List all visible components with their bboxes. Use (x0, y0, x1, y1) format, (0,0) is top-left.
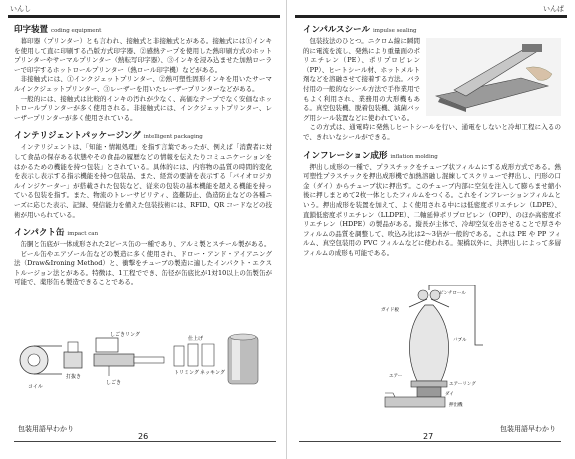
term-en: impulse sealing (372, 28, 417, 34)
term-jp: インフレーション成形 (303, 150, 388, 161)
right-page-content (303, 24, 561, 265)
label-coil: コイル (28, 384, 43, 390)
footer-title: 包装用語早わかり (500, 425, 556, 433)
coil-drawing (20, 346, 62, 374)
impulse-sealer-photo (426, 38, 561, 116)
term-en: inflation molding (390, 153, 438, 160)
term-en: coding equipment (51, 28, 102, 34)
entry-paragraph: 非接触式には、①インクジェットプリンター、②熱可塑性固形インキを用いたサーマルインクジェットプリンター、③レーザーを用いたレーザープリンターなどがある。 (14, 75, 272, 93)
entry-term (14, 24, 272, 37)
running-head: いんぱ (543, 5, 564, 13)
term-jp: 印字装置 (14, 25, 49, 35)
label-pinch-roll: ピンチロール (439, 291, 466, 296)
term-en: intelligent packaging (143, 134, 203, 141)
term-en: impact can (67, 231, 99, 238)
can-photo (228, 334, 258, 384)
term-jp: インテリジェントパッケージング (14, 131, 141, 142)
entry-term (303, 24, 561, 37)
can-process-figure (14, 330, 276, 394)
label-blanking: 打抜き (66, 374, 82, 380)
label-punch: しごきリング (110, 332, 140, 338)
inflation-molding-figure (379, 285, 489, 415)
term-jp: インパルスシール (303, 25, 370, 35)
term-jp: インパクト缶 (14, 228, 65, 239)
label-bubble: バブル (453, 338, 467, 343)
header-rule (295, 15, 567, 18)
footer-rule (14, 441, 276, 442)
page-number: 26 (138, 432, 149, 441)
label-die: ダイ (445, 392, 454, 397)
entry-paragraph: この方式は、通電時に発熱しヒートシールを行い、通電をしないと冷却工程に入るので、きれいなシールができる。 (303, 123, 561, 141)
label-guide: ガイド板 (381, 308, 399, 313)
page-number: 27 (423, 432, 434, 441)
label-ironing: しごき (106, 380, 122, 386)
entry-intelligent-packaging (14, 130, 272, 220)
entry-paragraph: 包装技法のひとつ。ニクロム線に瞬間的に電流を流し、発熱により重量面のポリエチレン（PE）、ポリプロピレン（PP）、ヒートシール材、ホットメルト剤などを溶融させて接着する方法。バラ付用の一般的なシール方法で手作業用でもよく利用され、業務用の大形機もある。真空包装機、脱着包装機、減菌バッグ用シール装置などに使われている。 (303, 37, 420, 122)
label-neck: ネッキング (200, 370, 225, 376)
entry-term (14, 130, 272, 143)
header-rule (8, 15, 280, 18)
entry-impact-can (14, 227, 272, 288)
ironing-drawing (94, 338, 164, 376)
left-page-content (14, 24, 272, 295)
entry-term (14, 227, 272, 240)
entry-paragraph: 押出し成形の一種で、プラスチックをチューブ状フィルムにする成形方式である。熱可塑性プラスチックを押出成形機で加熱溶融し混練してスクリューで押出し、円形の口金（ダイ）からチューブ状に押出す。このチューブ内部に空気を注入して膨らませ縮小後に押しまとめて2枚一体としたフィルムをつくる。これをインフレーションフィルムという。押出成形を装置を加えて、よく使用される中には低密度ポリエチレン（LDPE）、直鎖低密度ポリエチレン（LLDPE）、二軸延伸ポリプロピレン（OPP）、のほか高密度ポリエチレン（HDPE）の製品がある。縦長が主体で、冷却空気を出させることで厚さやフィルムの品質を調整して、吹込み比は2〜3倍が一般的である。これは PE や PP フィルム、真空包装用の PVC フィルムなどに使われる。架橋以外に、共押出しによって多層フィルムの成形も可能である。 (303, 162, 561, 257)
label-trim: トリミング (174, 370, 199, 376)
footer-title: 包装用語早わかり (18, 425, 74, 433)
entry-impulse-sealing (303, 24, 561, 143)
entry-term (303, 150, 561, 163)
footer-rule (299, 441, 561, 442)
entry-inflation-molding (303, 150, 561, 259)
entry-paragraph: インテリジェントは、「知能・情報処理」を指す言葉であったが、例えば「消費者に対して食品の保存ある状態やその食品の履歴などの情報を伝えたりコミュニケーションをはかるための機能を持つ包装」とされている。具体的には、内容物の品質の時間的変化を表示し表示する指示機能を持つ包装品、また、経営の要請を表示する「バイオロジカルインジケーター」が搭載された包装など、従来の包装の基本機能を超える機能を持っている包装を指す。また、物流のトレーサビリティ、盗難防止、偽造防止などの各種ニーズに応じた表示、記録、発信能力を備えた包装技術には、RFID、QR コードなどの技術が用いられている。 (14, 143, 272, 219)
label-air: エアー (389, 374, 403, 379)
label-extruder: 押出機 (449, 403, 463, 408)
label-finish: 仕上げ (188, 336, 204, 342)
running-head: いんし (10, 5, 31, 13)
right-page (287, 0, 574, 459)
entry-paragraph: 一般的には、接触式は比較的インキの汚れが少なく、高価なテープでなく安価なホットロールプリンターが多く使用される。非接触式には、インクジェットプリンター、レーザープリンターが多く使用されている。 (14, 94, 272, 122)
entry-paragraph: 缶胴と缶底が一体成形された2ピース缶の一種であり、アルミ製とスチール製がある。 (20, 240, 271, 249)
entry-paragraph: ビール缶やエアゾール缶などの製造に多く使用され、ドロー・アンド・アイアニング法（Draw&Ironing Method）と、衝撃をチューブの製造に適したインパクト・エクストルージョン法とがある。特徴は、1工程ででき、缶径が缶底比が1対10以上の缶製缶が可能で、薬形缶も製造できることである。 (14, 249, 272, 287)
trimming-drawing (174, 344, 214, 366)
label-air-ring: エアーリング (449, 382, 476, 387)
blanking-drawing (64, 342, 82, 368)
left-page (0, 0, 287, 459)
entry-paragraph: 暮印器（プリンター）とも言われ、接触式と非接触式とがある。接触式には①インキを使用して直に印刷する凸版方式印字器、②感熱テープを使用した熱印刷方式のホットプリンターやサーマルプリンター（熱転写印字器）、③インキを浸み込ませた加熱ローラーで印字するホットロールプリンター（熱ロール印字機）などがある。 (14, 37, 272, 74)
entry-coding-equipment (14, 24, 272, 123)
